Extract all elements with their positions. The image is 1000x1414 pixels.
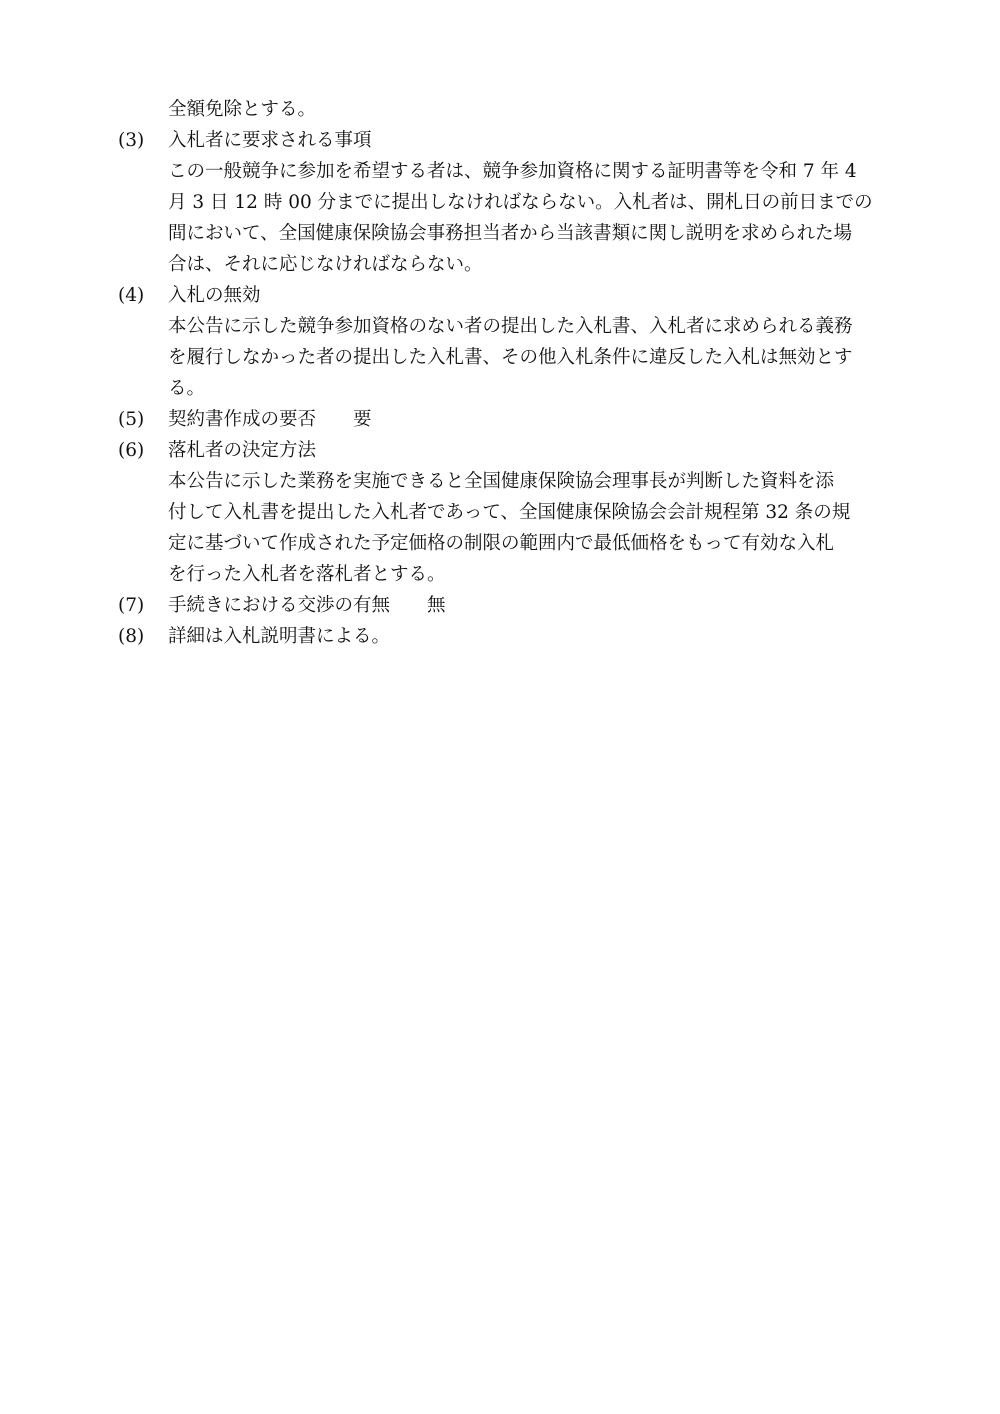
item-heading: 入札者に要求される事項 — [168, 130, 372, 151]
item-heading: 落札者の決定方法 — [168, 440, 317, 461]
item-body-line: 本公告に示した競争参加資格のない者の提出した入札書、入札者に求められる義務 — [168, 316, 853, 337]
item-body-line: を履行しなかった者の提出した入札書、その他入札条件に違反した入札は無効とす — [168, 347, 853, 368]
item-body-line: 定に基づいて作成された予定価格の制限の範囲内で最低価格をもって有効な入札 — [168, 533, 835, 554]
item-heading: 入札の無効 — [168, 285, 261, 306]
item-number: (5) — [118, 409, 145, 430]
item-number: (3) — [118, 130, 145, 151]
intro-line: 全額免除とする。 — [168, 99, 317, 120]
item-number: (8) — [118, 626, 145, 647]
item-body-line: を行った入札者を落札者とする。 — [168, 564, 446, 585]
item-body-line: 本公告に示した業務を実施できると全国健康保険協会理事長が判断した資料を添 — [168, 471, 835, 492]
item-body-line: 合は、それに応じなければならない。 — [168, 254, 483, 275]
item-number: (7) — [118, 595, 145, 616]
item-body-line: る。 — [168, 378, 206, 399]
item-number: (4) — [118, 285, 145, 306]
item-heading: 手続きにおける交渉の有無 無 — [168, 595, 446, 616]
item-body-line: 間において、全国健康保険協会事務担当者から当該書類に関し説明を求められた場 — [168, 223, 853, 244]
item-heading: 詳細は入札説明書による。 — [168, 626, 391, 647]
item-body-line: この一般競争に参加を希望する者は、競争参加資格に関する証明書等を令和 7 年 4 — [168, 161, 857, 182]
item-heading: 契約書作成の要否 要 — [168, 409, 372, 430]
item-body-line: 月 3 日 12 時 00 分までに提出しなければならない。入札者は、開札日の前日までの — [168, 192, 873, 213]
item-body-line: 付して入札書を提出した入札者であって、全国健康保険協会会計規程第 32 条の規 — [168, 502, 851, 523]
item-number: (6) — [118, 440, 145, 461]
